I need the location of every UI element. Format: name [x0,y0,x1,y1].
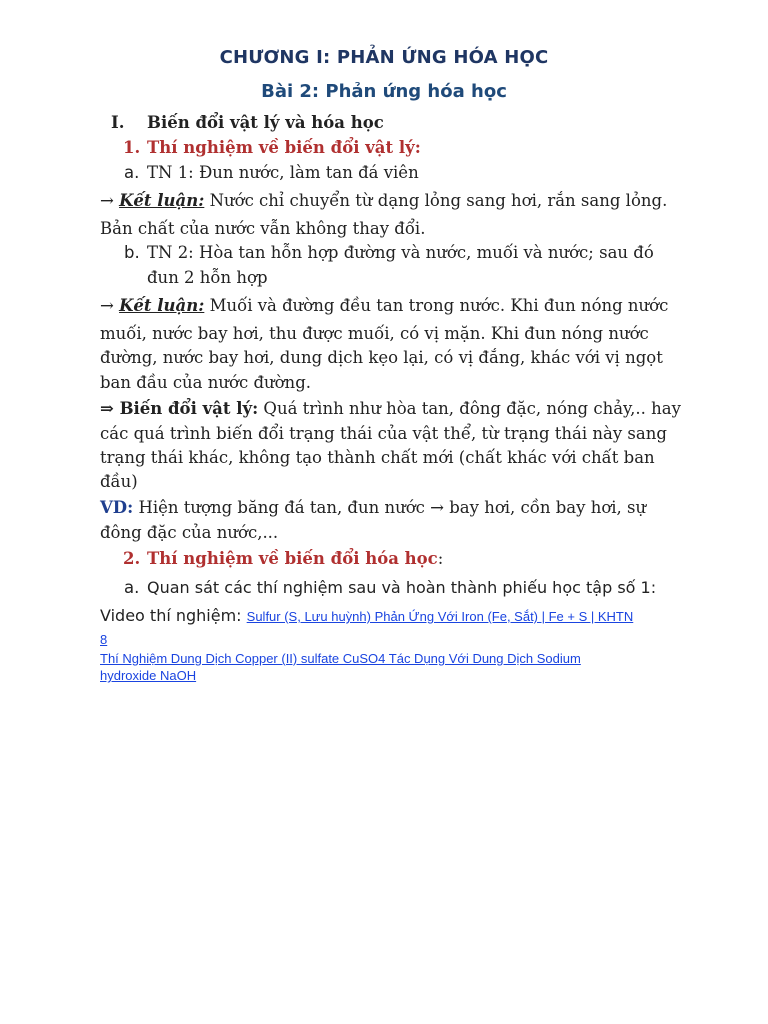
tn2-line-2: đun 2 hỗn hợp [147,268,268,287]
video-link-copper-sulfate-continued[interactable]: hydroxide NaOH [100,668,197,683]
arrow-icon: → [100,191,114,210]
physical-change-line-3: trạng thái khác, không tạo thành chất mới (chất khác với chất ban [100,448,655,467]
physical-change-line-2: các quá trình biến đổi trạng thái của vật thể, từ trạng thái này sang [100,424,667,443]
video-link-sulfur-iron[interactable]: Sulfur (S, Lưu huỳnh) Phản Ứng Với Iron (Fe, Sắt) | Fe + S | KHTN [246,609,634,624]
conclusion-2-text: Muối và đường đều tan trong nước. Khi đun nóng nước [204,296,669,315]
conclusion-label: Kết luận: [119,296,205,315]
conclusion-1-text: Nước chỉ chuyển từ dạng lỏng sang hơi, rắn sang lỏng. [204,191,668,210]
tn2-letter: b. [124,243,140,262]
item-1-number: 1. [123,138,141,157]
item-2-colon: : [437,549,444,568]
tn1-text: TN 1: Đun nước, làm tan đá viên [147,163,419,182]
conclusion-2-line-4: ban đầu của nước đường. [100,373,311,392]
video-link-sulfur-iron-continued[interactable]: 8 [100,632,108,647]
conclusion-2-line-3: đường, nước bay hơi, dung dịch kẹo lại, có vị đắng, khác với vị ngọt [100,348,663,367]
physical-change-text: Quá trình như hòa tan, đông đặc, nóng chảy,.. hay [258,399,681,418]
section-number: I. [111,113,125,132]
tn1-letter: a. [124,163,140,182]
example-line-2: đông đặc của nước,... [100,523,279,542]
item-2-heading: Thí nghiệm về biến đổi hóa học [147,549,438,568]
conclusion-2-line-1 [100,293,668,318]
task-a-text: Quan sát các thí nghiệm sau và hoàn thành phiếu học tập số 1: [147,578,657,597]
physical-change-line-4: đầu) [100,472,138,491]
conclusion-1-line-2: Bản chất của nước vẫn không thay đổi. [100,219,426,238]
video-line [100,606,633,625]
lesson-title: Bài 2: Phản ứng hóa học [261,81,507,102]
section-heading: Biến đổi vật lý và hóa học [147,113,384,132]
conclusion-1-line-1 [100,188,667,213]
video-label: Video thí nghiệm: [100,606,247,625]
tn2-line-1: TN 2: Hòa tan hỗn hợp đường và nước, muối và nước; sau đó [147,243,654,262]
physical-change-line-1 [100,396,681,421]
item-2-number: 2. [123,549,141,568]
task-a-letter: a. [124,578,140,597]
chapter-title: CHƯƠNG I: PHẢN ỨNG HÓA HỌC [219,47,549,68]
example-line-1 [100,495,646,520]
example-text: Hiện tượng băng đá tan, đun nước → bay hơi, cồn bay hơi, sự [133,498,647,517]
item-2-heading-line [147,546,443,571]
item-1-heading: Thí nghiệm về biến đổi vật lý: [147,138,421,157]
video-link-copper-sulfate[interactable]: Thí Nghiệm Dung Dịch Copper (II) sulfate CuSO4 Tác Dụng Với Dung Dịch Sodium [100,651,581,666]
physical-change-label: ⇒ Biến đổi vật lý: [100,399,259,418]
conclusion-2-line-2: muối, nước bay hơi, thu được muối, có vị mặn. Khi đun nóng nước [100,324,649,343]
example-label: VD: [100,498,134,517]
conclusion-label: Kết luận: [119,191,205,210]
arrow-icon: → [100,296,114,315]
